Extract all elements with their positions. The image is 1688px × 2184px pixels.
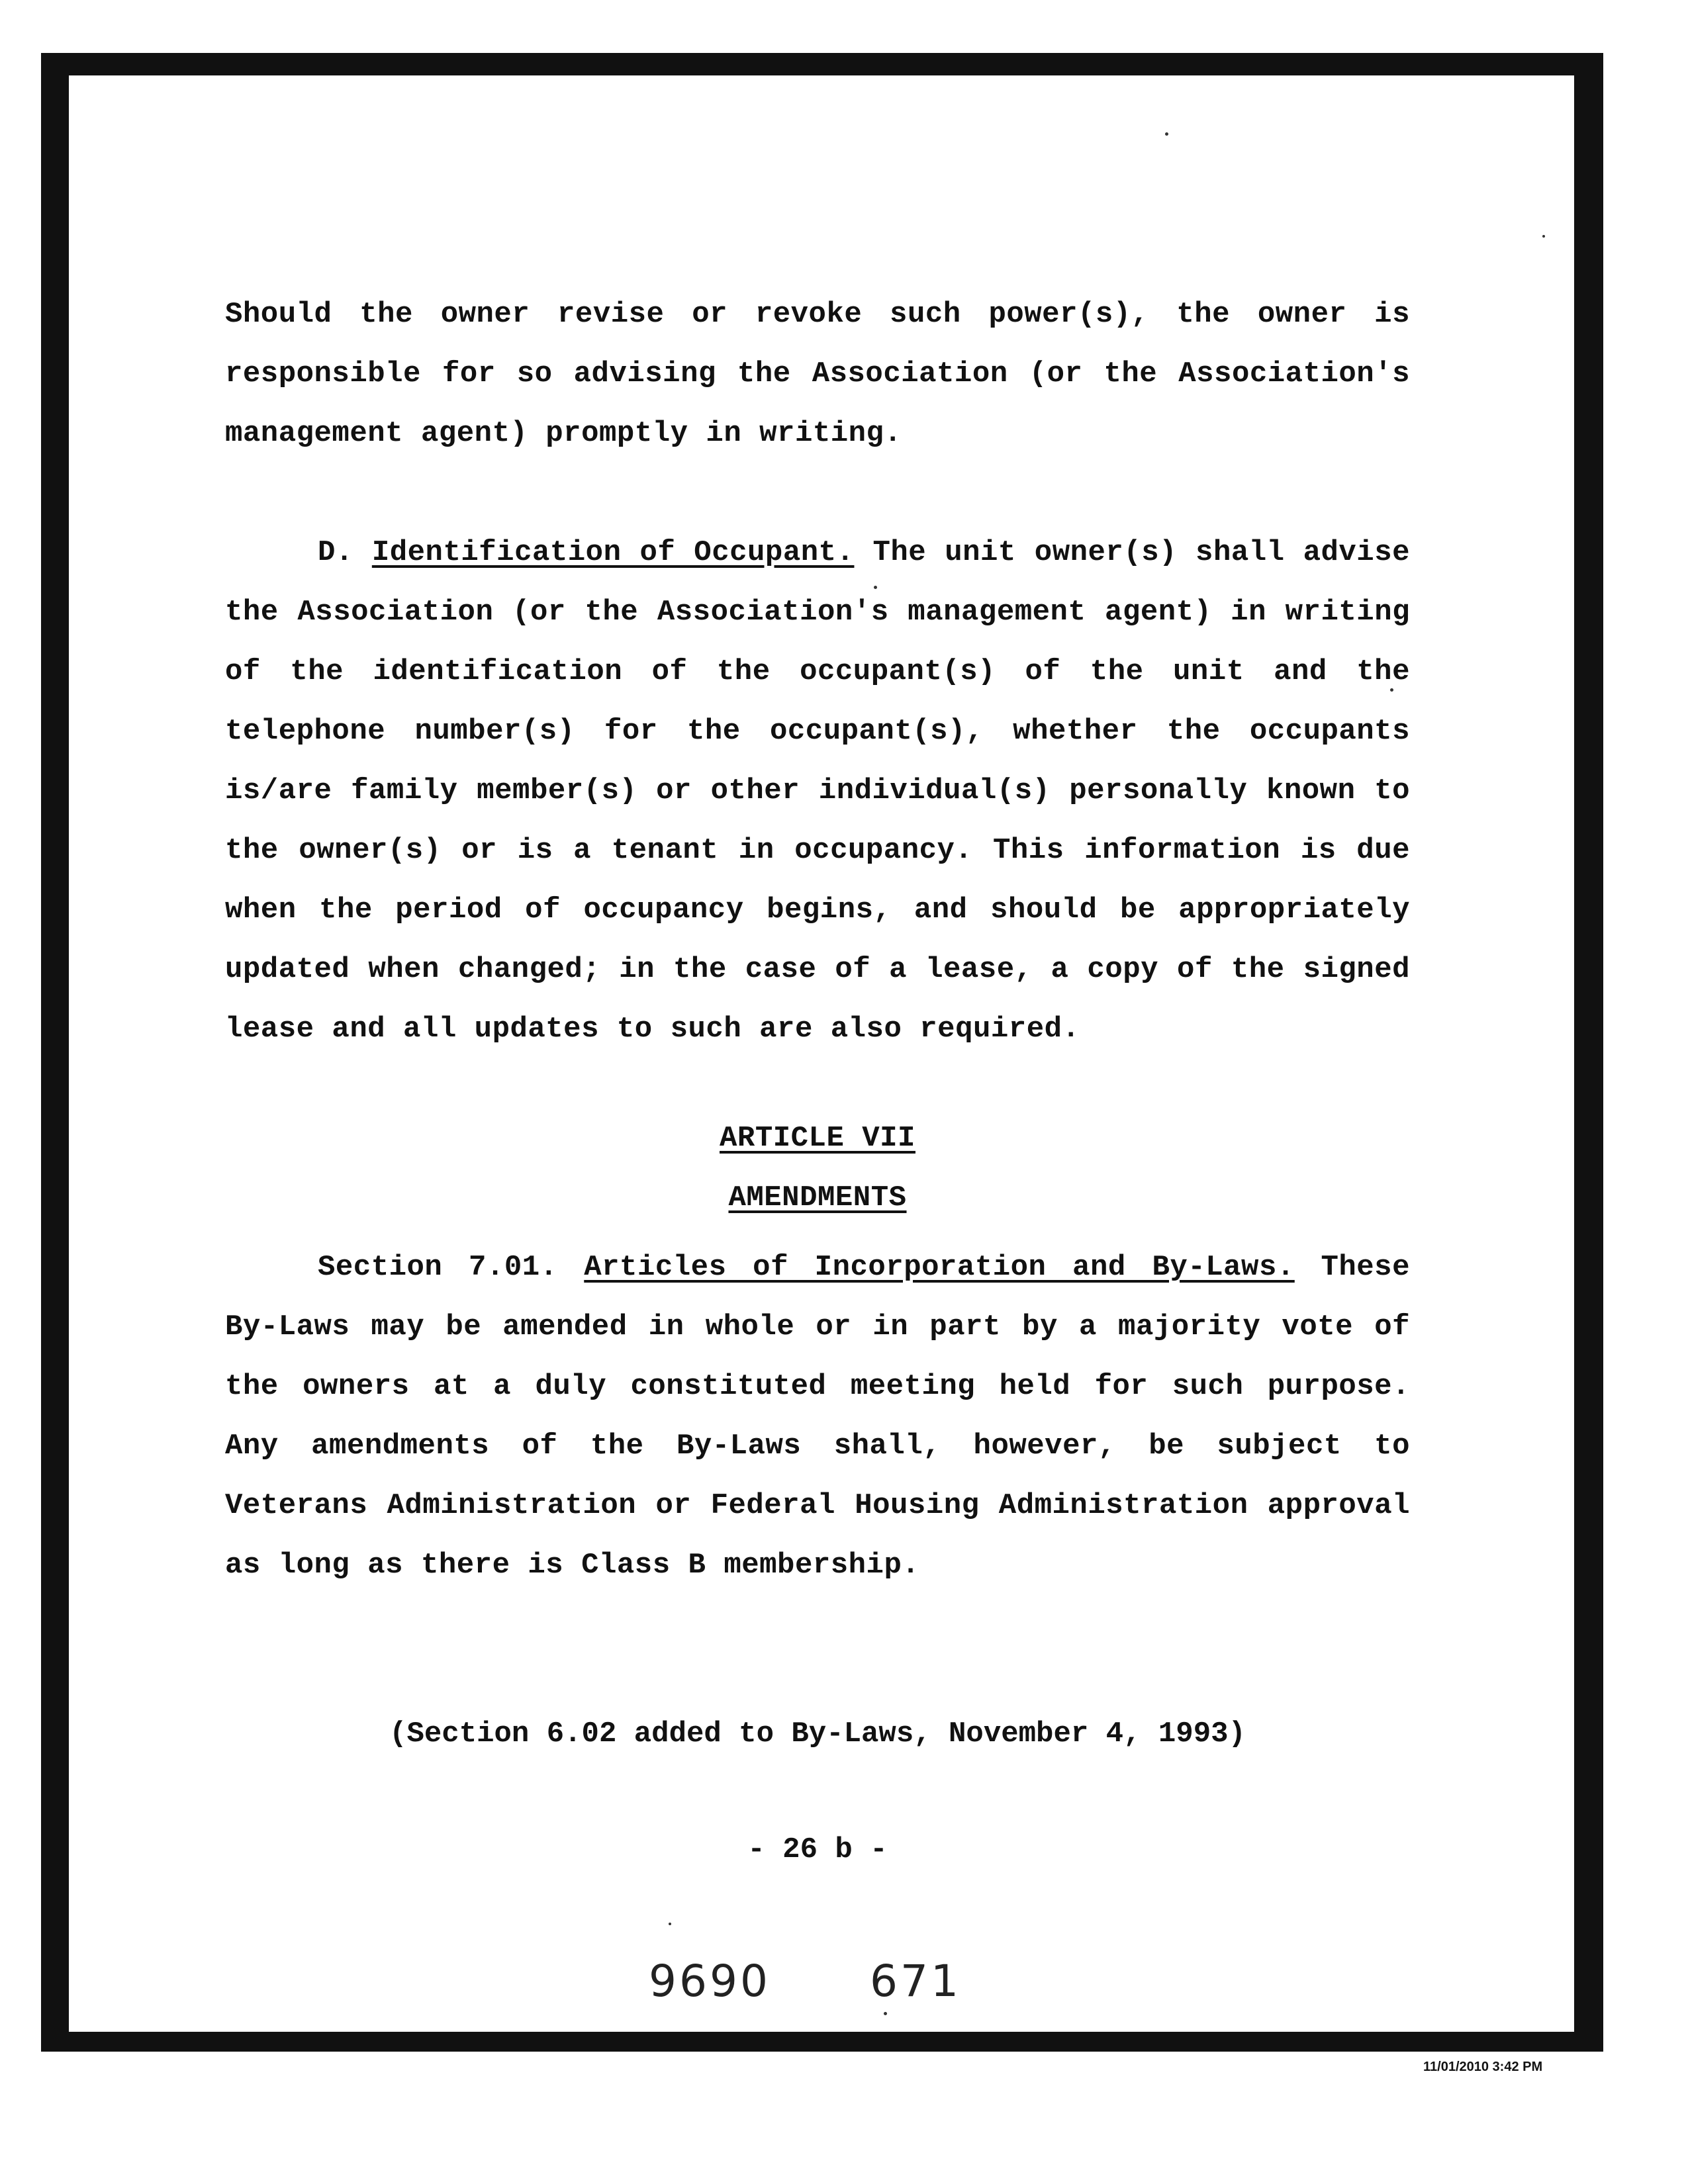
- section-7-01: [225, 1238, 1410, 1595]
- page-number: - 26 b -: [747, 1833, 888, 1866]
- book-page-reference: [649, 1956, 961, 2007]
- page-reference-number: 671: [869, 1956, 961, 2007]
- article-number: ARTICLE VII: [720, 1122, 915, 1155]
- scan-timestamp: 11/01/2010 3:42 PM: [1423, 2060, 1543, 2074]
- occupant-body: The unit owner(s) shall advise the Association (or the Association's management agent) in writing of the identification of the occupant(s) of the unit and the telephone number(s) for the occupant(s), whether the occupants is/are family member(s) or other individual(s) personally known to the owner(s) or is a tenant in occupancy. This information is due when the period of occupancy begins, and should be appropriately updated when changed; in the case of a lease, a copy of the signed lease and all updates to such are also required.: [225, 536, 1411, 1046]
- scan-speck: [884, 2012, 887, 2015]
- section-body: These By-Laws may be amended in whole or in part by a majority vote of the owners at a duly constituted meeting held for such purpose. Any amendments of the By-Laws shall, however, be subject to Veterans Administration or Federal Housing Administration approval as long as there is Class B membership.: [225, 1251, 1410, 1582]
- scan-speck: [1390, 688, 1393, 692]
- book-number: 9690: [649, 1956, 771, 2007]
- section-title: Articles of Incorporation and By-Laws.: [584, 1251, 1295, 1284]
- article-title: AMENDMENTS: [728, 1181, 907, 1214]
- scan-speck: [1542, 235, 1545, 238]
- scan-speck: [874, 586, 877, 589]
- paragraph-power-revocation: [225, 285, 1410, 463]
- occupant-label: D.: [318, 536, 353, 569]
- scan-speck: [1165, 132, 1168, 136]
- amendment-note: (Section 6.02 added to By-Laws, November 4, 1993): [389, 1717, 1246, 1751]
- section-label: Section 7.01.: [318, 1251, 558, 1284]
- occupant-title: Identification of Occupant.: [371, 536, 855, 569]
- paragraph-identification-of-occupant: [225, 523, 1410, 1059]
- power-revocation-text: Should the owner revise or revoke such power(s), the owner is responsible for so advising the Association (or the Association's management agent) promptly in writing.: [225, 298, 1410, 450]
- scan-speck: [669, 1923, 671, 1925]
